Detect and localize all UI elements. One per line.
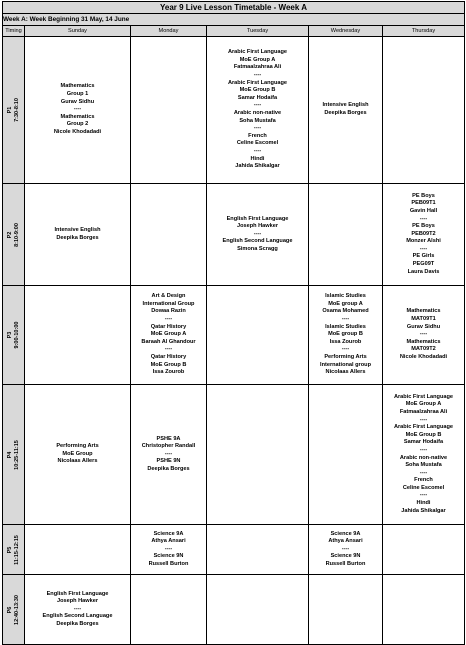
lesson-line: MoE Group B xyxy=(405,431,442,438)
lesson-cell-sunday xyxy=(25,184,131,286)
lesson-line: Deepika Borges xyxy=(324,110,367,116)
lesson-cell-thursday xyxy=(383,184,465,286)
lesson-line: PE Boys xyxy=(412,192,435,199)
lesson-line: Science 9N xyxy=(153,553,184,560)
period-row-6 xyxy=(3,575,465,645)
lesson-line: Arabic First Language xyxy=(227,79,288,86)
period-time: 7:30-8:10 xyxy=(13,98,20,122)
lesson-line: Islamic Studies xyxy=(325,293,366,300)
lesson-cell-thursday xyxy=(383,525,465,575)
lesson-line: ---- xyxy=(253,125,262,132)
lesson-line: English Second Language xyxy=(222,238,293,245)
lesson-line: ---- xyxy=(253,147,262,154)
period-label-cell xyxy=(3,385,25,525)
lesson-line: Intensive English xyxy=(322,102,369,109)
period-time: 11:15-12:15 xyxy=(13,534,20,565)
lesson-line: ---- xyxy=(73,106,82,113)
column-header-thursday: Thursday xyxy=(383,26,465,37)
lesson-line: Fatmaalzahraa Ali xyxy=(233,64,282,71)
period-name: P3 xyxy=(6,331,13,339)
lesson-line: Deepika Borges xyxy=(147,465,190,472)
lesson-cell-monday xyxy=(131,525,207,575)
period-name: P5 xyxy=(6,546,13,553)
lesson-line: Nicole Khodadadi xyxy=(53,128,102,135)
lesson-cell-sunday xyxy=(25,37,131,184)
period-time: 10:25-11:15 xyxy=(13,439,20,470)
period-label xyxy=(7,595,21,625)
lesson-line: ---- xyxy=(253,72,262,79)
lesson-line: PE Boys xyxy=(412,223,435,230)
column-header-sunday: Sunday xyxy=(25,26,131,37)
lesson-line: Group 2 xyxy=(66,121,89,128)
lesson-line: English First Language xyxy=(46,590,109,597)
lesson-line: Soha Mustafa xyxy=(405,462,442,469)
period-label-cell xyxy=(3,37,25,184)
lesson-line: Science 9A xyxy=(153,530,184,537)
lesson-line: ---- xyxy=(253,230,262,237)
lesson-line: Arabic First Language xyxy=(393,393,454,400)
period-time: 9:00-10:00 xyxy=(13,321,20,349)
column-header-tuesday: Tuesday xyxy=(207,26,309,37)
lesson-cell-wednesday xyxy=(309,184,383,286)
lesson-cell-wednesday xyxy=(309,286,383,385)
lesson-cell-thursday xyxy=(383,385,465,525)
lesson-line: ---- xyxy=(164,346,173,353)
lesson-line: Athya Ansari xyxy=(328,538,363,545)
lesson-line: ---- xyxy=(419,492,428,499)
period-name: P2 xyxy=(6,231,13,238)
lesson-line: Athya Ansari xyxy=(151,538,186,545)
lesson-line: Simona Scragg xyxy=(237,245,278,252)
lesson-line: MoE group B xyxy=(328,331,363,338)
week-subtitle: Week A: Week Beginning 31 May, 14 June xyxy=(3,14,465,26)
lesson-cell-sunday xyxy=(25,385,131,525)
lesson-cell-thursday xyxy=(383,286,465,385)
lesson-line: MAT09T2 xyxy=(411,346,436,353)
period-name: P1 xyxy=(6,106,13,114)
lesson-line: ---- xyxy=(253,102,262,109)
lesson-line: PE Girls xyxy=(412,253,435,260)
lesson-line: Performing Arts xyxy=(324,353,367,360)
lesson-line: Issa Zourob xyxy=(152,369,185,376)
lesson-line: Celine Escomel xyxy=(236,140,279,147)
lesson-line: Baraah Al Ghandour xyxy=(141,338,196,345)
lesson-line: Gurav Sidhu xyxy=(60,98,95,105)
lesson-line: Deepika Borges xyxy=(56,620,99,627)
lesson-line: International group xyxy=(320,361,371,368)
lesson-line: MoE Group B xyxy=(150,361,187,368)
lesson-line: Deepika Borges xyxy=(56,234,99,241)
lesson-line: Art & Design xyxy=(151,293,186,300)
lesson-line: English First Language xyxy=(226,215,289,222)
lesson-cell-sunday xyxy=(25,286,131,385)
lesson-line: MoE Group A xyxy=(405,401,442,408)
lesson-line: Christopher Randall xyxy=(141,443,196,450)
lesson-line: Qatar History xyxy=(150,353,187,360)
lesson-line: Science 9N xyxy=(330,553,361,560)
period-label xyxy=(7,223,21,247)
lesson-line: Fatmaalzahraa Ali xyxy=(399,408,448,415)
lesson-line: Osama Mohamed xyxy=(322,308,369,315)
lesson-line: Soha Mustafa xyxy=(239,117,276,124)
lesson-line: Intensive English xyxy=(54,226,101,233)
lesson-line: Monzer Alshi xyxy=(406,238,441,245)
lesson-line: ---- xyxy=(341,346,350,353)
lesson-line: Samar Hodaifa xyxy=(237,94,278,101)
period-time: 8:10-9:00 xyxy=(13,222,20,247)
lesson-line: ---- xyxy=(419,446,428,453)
lesson-line: MoE Group xyxy=(62,450,93,457)
lesson-cell-monday xyxy=(131,575,207,645)
column-header-wednesday: Wednesday xyxy=(309,26,383,37)
lesson-cell-sunday xyxy=(25,575,131,645)
period-label xyxy=(7,322,21,349)
lesson-cell-monday xyxy=(131,184,207,286)
lesson-line: Hindi xyxy=(416,500,431,507)
lesson-line: Joseph Hawker xyxy=(236,223,279,230)
lesson-line: Arabic non-native xyxy=(233,110,282,116)
period-row-4 xyxy=(3,385,465,525)
lesson-line: ---- xyxy=(341,316,350,323)
lesson-cell-tuesday xyxy=(207,575,309,645)
lesson-line: Science 9A xyxy=(330,530,361,537)
lesson-cell-tuesday xyxy=(207,385,309,525)
lesson-line: Mathematics xyxy=(60,83,95,90)
lesson-line: Jahida Shikalgar xyxy=(401,507,446,514)
lesson-line: English Second Language xyxy=(42,613,113,620)
lesson-cell-tuesday xyxy=(207,525,309,575)
lesson-line: Laura Davis xyxy=(407,268,440,275)
lesson-line: Arabic First Language xyxy=(393,424,454,431)
lesson-line: Celine Escomel xyxy=(402,484,445,491)
lesson-line: MAT09T1 xyxy=(411,316,436,323)
period-label-cell xyxy=(3,286,25,385)
lesson-line: Islamic Studies xyxy=(325,323,366,330)
lesson-line: Qatar History xyxy=(150,323,187,330)
lesson-line: ---- xyxy=(164,450,173,457)
lesson-line: French xyxy=(248,132,267,139)
lesson-cell-tuesday xyxy=(207,37,309,184)
lesson-line: Mathematics xyxy=(60,113,95,120)
lesson-line: MoE Group B xyxy=(239,87,276,94)
lesson-line: ---- xyxy=(164,316,173,323)
lesson-line: Mathematics xyxy=(406,338,441,345)
period-label-cell xyxy=(3,184,25,286)
lesson-line: French xyxy=(414,477,433,484)
lesson-line: Russell Burton xyxy=(325,560,366,567)
timetable xyxy=(2,1,465,645)
lesson-line: Nicolaas Allers xyxy=(325,369,366,376)
lesson-line: Group 1 xyxy=(66,91,89,98)
lesson-line: MoE Group A xyxy=(239,56,276,63)
timetable-title: Year 9 Live Lesson Timetable - Week A xyxy=(3,2,465,14)
lesson-cell-thursday xyxy=(383,37,465,184)
lesson-line: PSHE 9N xyxy=(156,458,181,465)
lesson-cell-wednesday xyxy=(309,575,383,645)
lesson-line: Arabic First Language xyxy=(227,49,288,56)
lesson-line: PEB09T1 xyxy=(411,200,436,207)
lesson-cell-monday xyxy=(131,37,207,184)
period-label xyxy=(7,98,21,122)
lesson-line: Gurav Sidhu xyxy=(406,323,441,330)
lesson-line: ---- xyxy=(419,215,428,222)
column-header-monday: Monday xyxy=(131,26,207,37)
lesson-cell-wednesday xyxy=(309,37,383,184)
lesson-cell-tuesday xyxy=(207,286,309,385)
lesson-line: Jahida Shikalgar xyxy=(235,163,280,170)
lesson-cell-tuesday xyxy=(207,184,309,286)
lesson-line: ---- xyxy=(419,416,428,423)
period-label-cell xyxy=(3,575,25,645)
lesson-line: ---- xyxy=(419,469,428,476)
lesson-line: MoE group A xyxy=(328,300,363,307)
period-row-3 xyxy=(3,286,465,385)
period-label-cell xyxy=(3,525,25,575)
lesson-cell-monday xyxy=(131,385,207,525)
period-name: P6 xyxy=(6,606,13,613)
period-row-5 xyxy=(3,525,465,575)
column-header-timing: Timing xyxy=(3,26,25,37)
lesson-line: Dowaa Razin xyxy=(151,308,186,315)
timetable-page xyxy=(2,1,464,645)
column-header-row xyxy=(3,26,465,37)
lesson-line: Arabic non-native xyxy=(399,454,448,461)
period-row-1 xyxy=(3,37,465,184)
period-label xyxy=(7,535,21,565)
lesson-line: PEG09T xyxy=(412,261,435,268)
lesson-cell-thursday xyxy=(383,575,465,645)
lesson-line: MoE Group A xyxy=(150,331,187,338)
lesson-line: ---- xyxy=(341,545,350,552)
lesson-line: Joseph Hawker xyxy=(56,598,99,605)
lesson-line: International Group xyxy=(142,300,195,307)
lesson-line: Hindi xyxy=(250,155,265,162)
lesson-cell-wednesday xyxy=(309,525,383,575)
lesson-line: PEB09T2 xyxy=(411,230,436,237)
period-time: 12:40-13:30 xyxy=(13,594,20,625)
period-row-2 xyxy=(3,184,465,286)
lesson-line: PSHE 9A xyxy=(156,435,181,442)
period-name: P4 xyxy=(6,451,13,458)
lesson-line: Gavin Hall xyxy=(409,207,438,214)
lesson-line: Performing Arts xyxy=(56,443,99,450)
lesson-line: Nicolaas Allers xyxy=(57,458,98,465)
lesson-line: ---- xyxy=(164,545,173,552)
lesson-cell-sunday xyxy=(25,525,131,575)
lesson-line: ---- xyxy=(419,245,428,252)
lesson-line: Issa Zourob xyxy=(329,338,362,345)
lesson-line: Nicole Khodadadi xyxy=(399,353,448,360)
lesson-line: Mathematics xyxy=(406,308,441,315)
lesson-cell-wednesday xyxy=(309,385,383,525)
lesson-line: Russell Burton xyxy=(148,560,189,567)
period-label xyxy=(7,440,21,470)
lesson-cell-monday xyxy=(131,286,207,385)
lesson-line: Samar Hodaifa xyxy=(403,439,444,446)
lesson-line: ---- xyxy=(419,331,428,338)
lesson-line: ---- xyxy=(73,605,82,612)
